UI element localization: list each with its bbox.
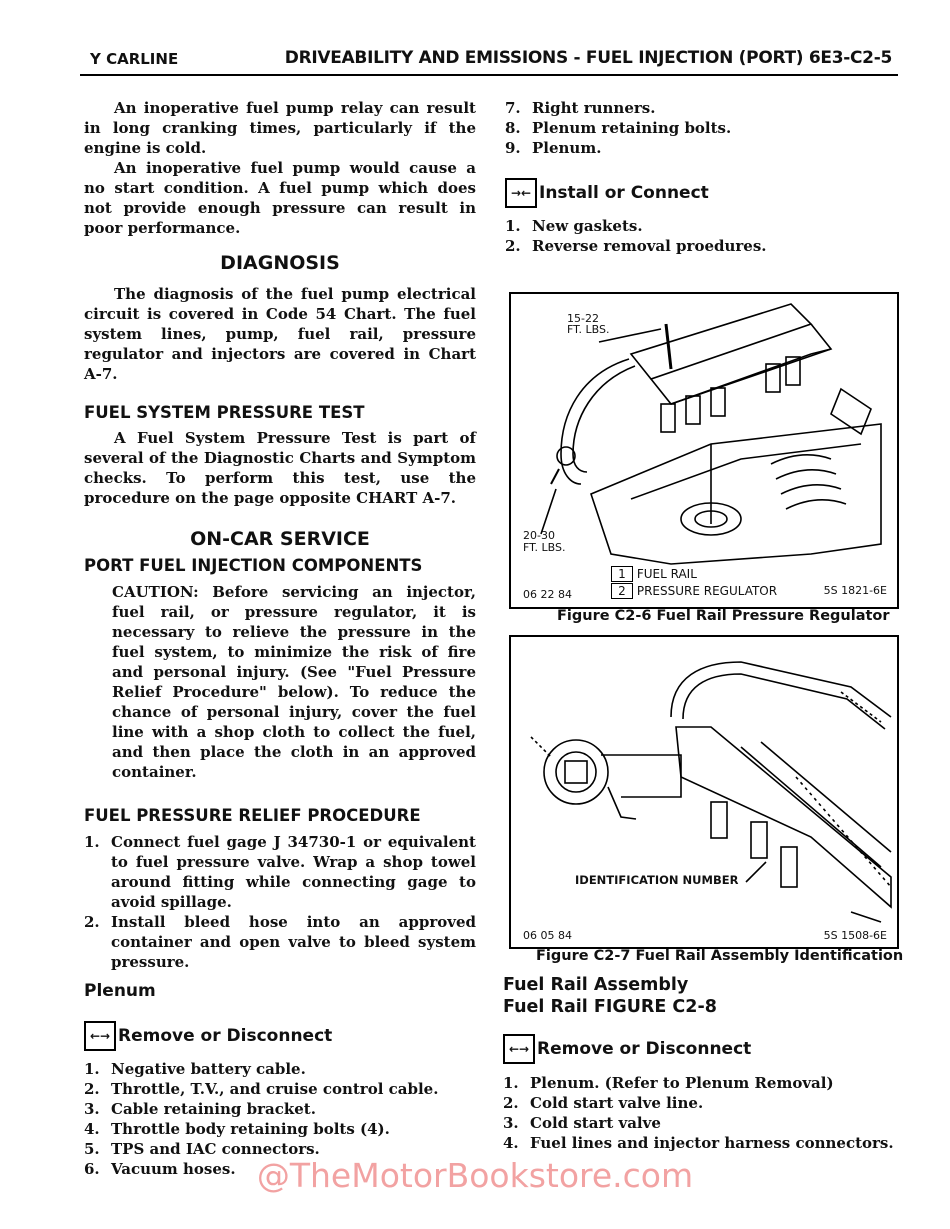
legend-fuel-rail: 1 FUEL RAIL: [611, 566, 697, 582]
figure-code: 5S 1821-6E: [823, 584, 887, 597]
figure-code: 5S 1508-6E: [823, 929, 887, 942]
figure-fuel-rail-assembly-id: [509, 635, 899, 949]
list-item: 6. Vacuum hoses.: [84, 1160, 236, 1178]
pressure-test-paragraph: A Fuel System Pressure Test is part of several of the Diagnostic Charts and Symptom checks. To perform this test, use the procedure on the page opposite CHART A-7.: [84, 429, 476, 507]
list-item: 2. Throttle, T.V., and cruise control cable.: [84, 1080, 439, 1098]
right-column-bottom: [503, 974, 900, 1153]
fuel-rail-assembly-heading: Fuel Rail Assembly: [503, 975, 689, 995]
plenum-heading: Plenum: [84, 981, 156, 1001]
list-item: 4. Fuel lines and injector harness connectors.: [503, 1134, 894, 1152]
install-arrows-icon: →←: [505, 178, 537, 208]
relief-procedure-heading: FUEL PRESSURE RELIEF PROCEDURE: [84, 806, 421, 825]
pressure-test-heading: FUEL SYSTEM PRESSURE TEST: [84, 403, 365, 422]
left-column: [84, 98, 476, 1179]
list-item: 2. Reverse removal proedures.: [505, 237, 767, 255]
diagnosis-paragraph: The diagnosis of the fuel pump electrical circuit is covered in Code 54 Chart. The fuel system lines, pump, fuel rail, pressure regulator and injectors are covered in Chart A-7.: [84, 285, 476, 383]
plenum-remove-steps-continued: [505, 98, 900, 158]
diagnosis-heading: DIAGNOSIS: [220, 252, 340, 274]
list-item: 9. Plenum.: [505, 139, 602, 157]
list-item: 1. Plenum. (Refer to Plenum Removal): [503, 1074, 834, 1092]
fuel-rail-remove-steps: [503, 1073, 900, 1153]
fuel-rail-assembly-illustration: [511, 637, 897, 947]
remove-arrows-icon: ←→: [503, 1034, 535, 1064]
on-car-service-heading: ON-CAR SERVICE: [190, 528, 370, 550]
remove-disconnect-header: ←→ Remove or Disconnect: [503, 1034, 900, 1064]
header-rule: [80, 74, 898, 76]
list-item: 1. Negative battery cable.: [84, 1060, 306, 1078]
list-item: 1. Connect fuel gage J 34730-1 or equivalent to fuel pressure valve. Wrap a shop towel around fitting while connecting gage to avoid spillage.: [84, 833, 476, 911]
right-column: [505, 98, 900, 256]
list-item: 5. TPS and IAC connectors.: [84, 1140, 320, 1158]
figure-c2-6-caption: Figure C2-6 Fuel Rail Pressure Regulator: [557, 608, 890, 624]
fuel-rail-regulator-illustration: [511, 294, 897, 607]
caution-paragraph: CAUTION: Before servicing an injector, fuel rail, or pressure regulator, it is necessary to relieve the pressure in the fuel system, to minimize the risk of fire and personal injury. (See "Fuel Pressure Relief Procedure" below). To reduce the chance of personal injury, cover the fuel line with a shop cloth to collect the fuel, and then place the cloth in an approved container.: [112, 583, 476, 781]
list-item: 8. Plenum retaining bolts.: [505, 119, 732, 137]
intro-paragraph-2: An inoperative fuel pump would cause a no start condition. A fuel pump which does not provide enough pressure can result in poor performance.: [84, 159, 476, 237]
list-item: 3. Cable retaining bracket.: [84, 1100, 316, 1118]
fuel-rail-figure-heading: Fuel Rail FIGURE C2-8: [503, 997, 717, 1017]
figure-c2-7-caption: Figure C2-7 Fuel Rail Assembly Identification: [536, 948, 904, 964]
install-steps-list: [505, 216, 900, 256]
list-item: 2. Install bleed hose into an approved container and open valve to bleed system pressure.: [84, 913, 476, 971]
watermark: @TheMotorBookstore.com: [256, 1156, 694, 1195]
remove-arrows-icon: ←→: [84, 1021, 116, 1051]
remove-disconnect-header: ←→ Remove or Disconnect: [84, 1021, 476, 1051]
torque-spec-bottom: 20-30 FT. LBS.: [523, 529, 566, 554]
identification-number-label: IDENTIFICATION NUMBER: [575, 873, 739, 887]
torque-spec-top: 15-22 FT. LBS.: [567, 312, 610, 336]
list-item: 3. Cold start valve: [503, 1114, 661, 1132]
figure-date: 06 22 84: [523, 588, 572, 601]
list-item: 1. New gaskets.: [505, 217, 643, 235]
install-connect-header: →← Install or Connect: [505, 178, 900, 208]
list-item: 4. Throttle body retaining bolts (4).: [84, 1120, 390, 1138]
intro-paragraph-1: An inoperative fuel pump relay can result in long cranking times, particularly if the engine is cold.: [84, 99, 476, 157]
header-carline: Y CARLINE: [90, 50, 179, 68]
list-item: 2. Cold start valve line.: [503, 1094, 704, 1112]
legend-pressure-regulator: 2 PRESSURE REGULATOR: [611, 583, 777, 599]
relief-steps-list: [84, 832, 476, 972]
list-item: 7. Right runners.: [505, 99, 656, 117]
figure-date: 06 05 84: [523, 929, 572, 942]
header-section-title: DRIVEABILITY AND EMISSIONS - FUEL INJECTION (PORT) 6E3-C2-5: [284, 48, 892, 68]
figure-fuel-rail-pressure-regulator: [509, 292, 899, 609]
port-components-heading: PORT FUEL INJECTION COMPONENTS: [84, 556, 423, 575]
